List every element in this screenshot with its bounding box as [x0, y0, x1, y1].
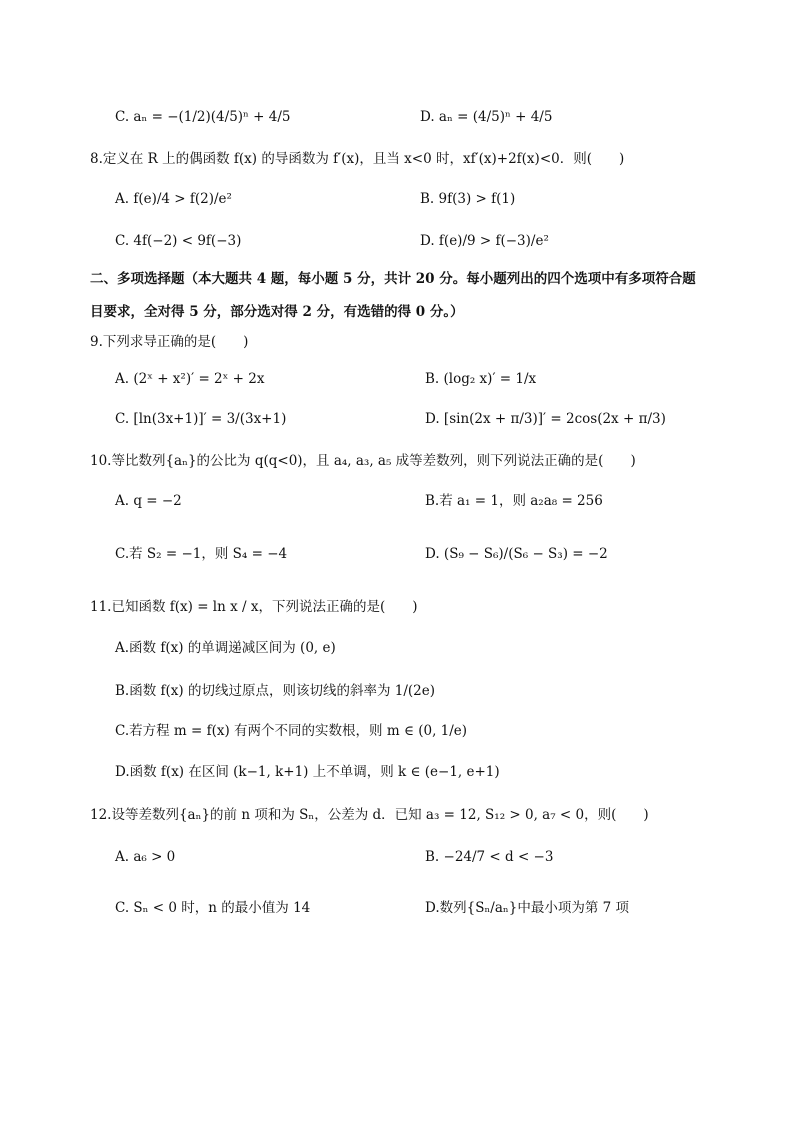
q8-option-d: D. f(e)/9 > f(−3)/e² — [420, 233, 549, 249]
q8-stem: 8.定义在 R 上的偶函数 f(x) 的导函数为 f′(x)，且当 x<0 时，xf′(x)+2f(x)<0．则( ) — [90, 151, 625, 167]
q12-option-a: A. a₆ > 0 — [115, 849, 176, 865]
q12-option-d: D.数列{Sₙ/aₙ}中最小项为第 7 项 — [425, 900, 630, 916]
q9-option-a: A. (2ˣ + x²)′ = 2ˣ + 2x — [115, 371, 265, 387]
section-2-header-line-1: 二、多项选择题（本大题共 4 题，每小题 5 分，共计 20 分。每小题列出的四个选项中有多项符合题 — [90, 271, 696, 287]
q12-option-b: B. −24/7 < d < −3 — [425, 849, 554, 865]
q8-option-b: B. 9f(3) > f(1) — [420, 191, 516, 207]
q7-option-c: C. aₙ = −(1/2)(4/5)ⁿ + 4/5 — [115, 109, 291, 125]
q10-option-a: A. q = −2 — [115, 493, 182, 509]
q12-option-c: C. Sₙ < 0 时，n 的最小值为 14 — [115, 900, 311, 916]
q9-stem: 9.下列求导正确的是( ) — [90, 334, 249, 350]
q8-option-a: A. f(e)/4 > f(2)/e² — [115, 191, 232, 207]
section-2-header-line-2: 目要求，全对得 5 分，部分选对得 2 分，有选错的得 0 分。） — [90, 304, 464, 320]
q11-option-b: B.函数 f(x) 的切线过原点，则该切线的斜率为 1/(2e) — [115, 683, 435, 699]
q7-option-d: D. aₙ = (4/5)ⁿ + 4/5 — [420, 109, 553, 125]
q11-option-a: A.函数 f(x) 的单调递减区间为 (0, e) — [115, 640, 336, 656]
q12-stem: 12.设等差数列{aₙ}的前 n 项和为 Sₙ，公差为 d．已知 a₃ = 12, S₁₂ > 0, a₇ < 0，则( ) — [90, 807, 649, 823]
q10-option-c: C.若 S₂ = −1，则 S₄ = −4 — [115, 546, 288, 562]
q10-option-b: B.若 a₁ = 1，则 a₂a₈ = 256 — [425, 493, 603, 509]
q9-option-c: C. [ln(3x+1)]′ = 3/(3x+1) — [115, 411, 287, 427]
q8-option-c: C. 4f(−2) < 9f(−3) — [115, 233, 242, 249]
q11-option-c: C.若方程 m = f(x) 有两个不同的实数根，则 m ∈ (0, 1/e) — [115, 723, 468, 739]
q9-option-d: D. [sin(2x + π/3)]′ = 2cos(2x + π/3) — [425, 411, 666, 427]
q10-stem: 10.等比数列{aₙ}的公比为 q(q<0)，且 a₄, a₃, a₅ 成等差数列，则下列说法正确的是( ) — [90, 453, 636, 469]
q11-option-d: D.函数 f(x) 在区间 (k−1, k+1) 上不单调，则 k ∈ (e−1, e+1) — [115, 764, 500, 780]
q9-option-b: B. (log₂ x)′ = 1/x — [425, 371, 537, 387]
q10-option-d: D. (S₉ − S₆)/(S₆ − S₃) = −2 — [425, 546, 608, 562]
q11-stem: 11.已知函数 f(x) = ln x / x，下列说法正确的是( ) — [90, 599, 418, 615]
